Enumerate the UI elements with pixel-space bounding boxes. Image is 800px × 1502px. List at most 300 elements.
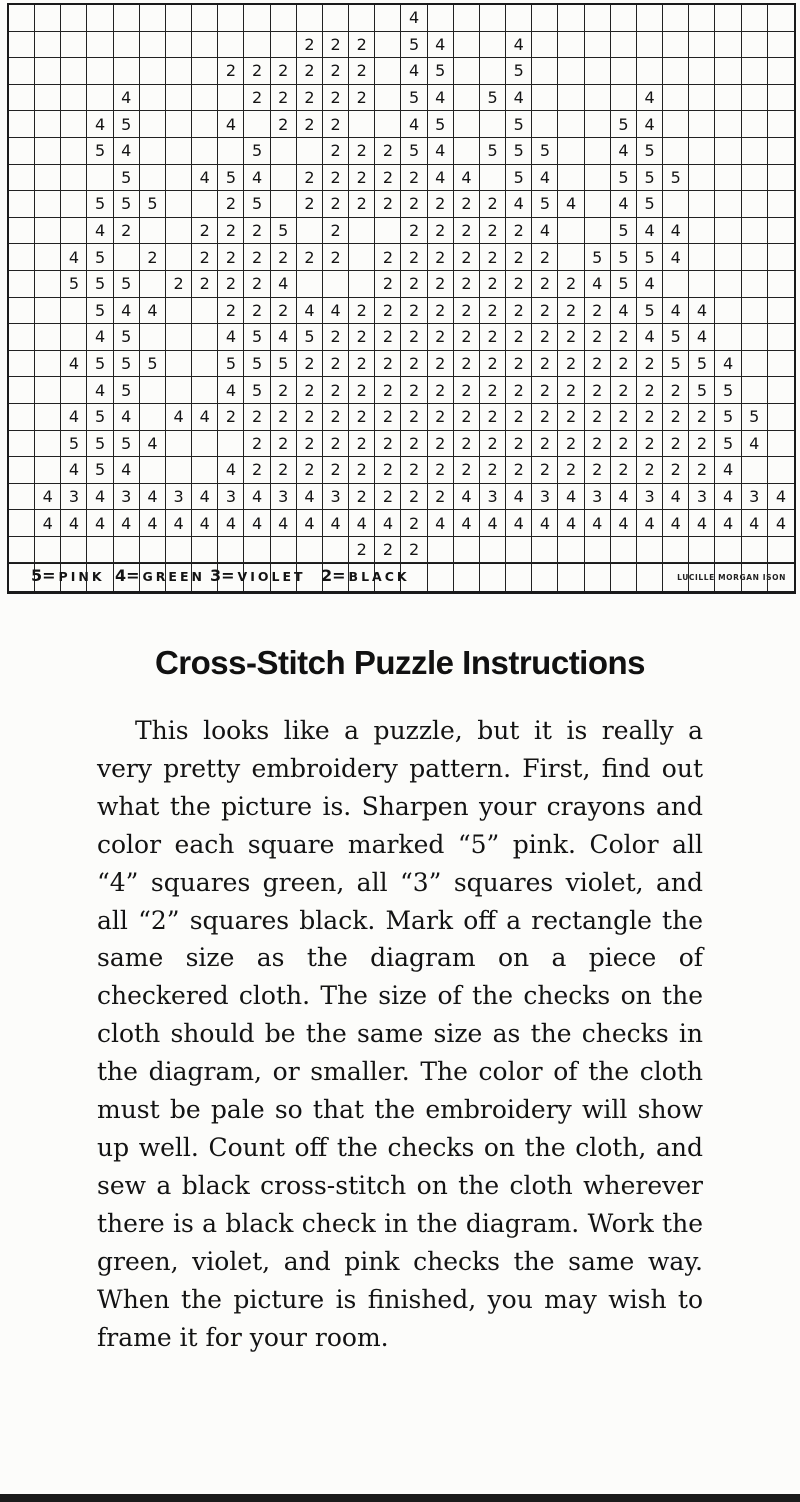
pattern-cell: 2 [401, 377, 427, 404]
pattern-cell: 2 [454, 218, 480, 245]
pattern-cell [454, 138, 480, 165]
pattern-cell: 5 [114, 111, 140, 138]
pattern-cell: 4 [428, 510, 454, 537]
pattern-cell: 4 [218, 324, 244, 351]
pattern-cell: 2 [218, 191, 244, 218]
pattern-cell: 2 [454, 351, 480, 378]
pattern-cell [768, 271, 794, 298]
pattern-cell [585, 165, 611, 192]
pattern-cell: 2 [244, 457, 270, 484]
pattern-cell: 2 [480, 191, 506, 218]
pattern-cell: 5 [244, 324, 270, 351]
pattern-cell: 2 [349, 85, 375, 112]
pattern-cell: 4 [35, 510, 61, 537]
pattern-cell: 4 [61, 510, 87, 537]
pattern-cell: 4 [506, 191, 532, 218]
pattern-cell: 2 [323, 351, 349, 378]
pattern-cell [271, 191, 297, 218]
pattern-cell: 5 [114, 271, 140, 298]
pattern-cell: 4 [87, 111, 113, 138]
pattern-cell [715, 85, 741, 112]
pattern-cell: 2 [454, 298, 480, 325]
pattern-cell [87, 165, 113, 192]
pattern-cell: 4 [480, 510, 506, 537]
pattern-cell [140, 271, 166, 298]
pattern-cell: 2 [611, 377, 637, 404]
pattern-cell [480, 165, 506, 192]
pattern-cell [506, 5, 532, 32]
pattern-cell: 4 [742, 510, 768, 537]
pattern-cell: 4 [244, 510, 270, 537]
pattern-cell [218, 138, 244, 165]
pattern-cell: 2 [428, 404, 454, 431]
legend-grid-cell [689, 563, 715, 591]
pattern-cell [715, 58, 741, 85]
pattern-cell: 2 [297, 244, 323, 271]
pattern-cell: 2 [558, 298, 584, 325]
pattern-cell [166, 324, 192, 351]
pattern-cell [87, 85, 113, 112]
pattern-cell: 2 [454, 457, 480, 484]
pattern-cell: 2 [506, 218, 532, 245]
pattern-cell: 2 [375, 457, 401, 484]
pattern-cell [140, 218, 166, 245]
pattern-cell [663, 32, 689, 59]
pattern-cell: 4 [611, 484, 637, 511]
pattern-cell [218, 32, 244, 59]
pattern-cell: 2 [401, 484, 427, 511]
pattern-cell: 5 [401, 32, 427, 59]
pattern-cell: 5 [480, 85, 506, 112]
pattern-cell [689, 32, 715, 59]
pattern-cell [9, 510, 35, 537]
pattern-cell [637, 5, 663, 32]
pattern-cell [192, 324, 218, 351]
pattern-cell [742, 271, 768, 298]
pattern-cell [244, 5, 270, 32]
pattern-cell [9, 58, 35, 85]
pattern-cell: 4 [140, 431, 166, 458]
pattern-cell: 5 [401, 138, 427, 165]
pattern-cell [140, 404, 166, 431]
pattern-cell: 4 [114, 457, 140, 484]
pattern-cell [87, 5, 113, 32]
pattern-cell: 2 [192, 271, 218, 298]
pattern-cell: 2 [375, 244, 401, 271]
pattern-cell [768, 5, 794, 32]
pattern-cell: 5 [218, 165, 244, 192]
pattern-cell [9, 404, 35, 431]
pattern-cell: 4 [532, 165, 558, 192]
pattern-cell: 2 [689, 404, 715, 431]
pattern-cell: 4 [271, 271, 297, 298]
pattern-cell: 2 [244, 431, 270, 458]
pattern-cell: 2 [428, 271, 454, 298]
pattern-cell [558, 111, 584, 138]
pattern-cell [689, 85, 715, 112]
legend-key: 4= [115, 566, 140, 585]
pattern-cell: 4 [663, 484, 689, 511]
pattern-cell [297, 5, 323, 32]
pattern-cell: 5 [532, 138, 558, 165]
pattern-cell [349, 218, 375, 245]
pattern-cell [768, 351, 794, 378]
pattern-cell [689, 218, 715, 245]
pattern-cell [166, 111, 192, 138]
pattern-cell: 4 [715, 351, 741, 378]
pattern-cell [742, 324, 768, 351]
pattern-cell [742, 32, 768, 59]
pattern-cell [166, 5, 192, 32]
pattern-cell: 5 [61, 271, 87, 298]
pattern-cell [768, 298, 794, 325]
pattern-cell [9, 377, 35, 404]
pattern-cell [715, 271, 741, 298]
pattern-cell [166, 244, 192, 271]
pattern-cell: 2 [401, 165, 427, 192]
pattern-cell: 4 [689, 298, 715, 325]
pattern-cell: 4 [768, 484, 794, 511]
pattern-cell: 4 [401, 111, 427, 138]
pattern-cell: 4 [611, 191, 637, 218]
pattern-cell [61, 138, 87, 165]
pattern-cell: 2 [297, 404, 323, 431]
pattern-cell [61, 32, 87, 59]
page-title: Cross-Stitch Puzzle Instructions [154, 644, 646, 681]
legend-grid-cell [87, 563, 113, 591]
pattern-cell: 4 [532, 510, 558, 537]
pattern-cell: 3 [114, 484, 140, 511]
legend-grid-cell [663, 563, 689, 591]
pattern-cell: 2 [428, 431, 454, 458]
pattern-cell [9, 85, 35, 112]
pattern-cell [140, 537, 166, 564]
pattern-cell [663, 85, 689, 112]
pattern-cell [35, 138, 61, 165]
pattern-cell: 2 [349, 351, 375, 378]
pattern-cell: 5 [218, 351, 244, 378]
pattern-cell: 4 [61, 457, 87, 484]
pattern-cell [689, 165, 715, 192]
cross-stitch-grid [7, 3, 796, 594]
pattern-cell [663, 5, 689, 32]
pattern-cell: 4 [663, 244, 689, 271]
pattern-cell [140, 165, 166, 192]
pattern-cell: 2 [637, 431, 663, 458]
pattern-cell [61, 298, 87, 325]
pattern-cell: 2 [506, 457, 532, 484]
pattern-cell [454, 111, 480, 138]
pattern-cell: 2 [349, 58, 375, 85]
pattern-cell: 2 [585, 377, 611, 404]
legend-grid-cell [506, 563, 532, 591]
pattern-cell: 2 [323, 85, 349, 112]
pattern-cell [35, 244, 61, 271]
pattern-cell: 4 [558, 484, 584, 511]
pattern-cell [768, 191, 794, 218]
pattern-cell: 4 [61, 244, 87, 271]
pattern-cell [140, 457, 166, 484]
pattern-cell: 2 [480, 244, 506, 271]
pattern-cell [558, 58, 584, 85]
pattern-cell [663, 138, 689, 165]
pattern-cell [192, 5, 218, 32]
pattern-cell [611, 5, 637, 32]
pattern-cell: 2 [480, 218, 506, 245]
legend-grid-cell [218, 563, 244, 591]
pattern-cell: 5 [114, 324, 140, 351]
pattern-cell: 2 [271, 404, 297, 431]
pattern-cell [35, 457, 61, 484]
pattern-cell [271, 537, 297, 564]
pattern-cell: 2 [323, 165, 349, 192]
pattern-cell [166, 298, 192, 325]
pattern-cell [349, 5, 375, 32]
pattern-cell [166, 377, 192, 404]
pattern-cell: 5 [637, 191, 663, 218]
pattern-cell [140, 32, 166, 59]
artist-signature: LUCILLE MORGAN ISON [677, 573, 786, 582]
pattern-cell: 2 [454, 404, 480, 431]
pattern-cell: 4 [114, 138, 140, 165]
pattern-cell: 3 [271, 484, 297, 511]
pattern-cell: 2 [349, 324, 375, 351]
pattern-cell: 4 [218, 457, 244, 484]
pattern-cell: 5 [244, 351, 270, 378]
pattern-cell: 3 [689, 484, 715, 511]
pattern-cell [715, 537, 741, 564]
pattern-cell [689, 244, 715, 271]
pattern-cell [297, 218, 323, 245]
pattern-cell [35, 404, 61, 431]
pattern-cell: 5 [611, 111, 637, 138]
pattern-cell: 2 [611, 431, 637, 458]
pattern-cell: 5 [87, 138, 113, 165]
pattern-cell [192, 191, 218, 218]
pattern-cell: 2 [401, 510, 427, 537]
pattern-cell: 2 [480, 351, 506, 378]
pattern-cell [114, 58, 140, 85]
pattern-cell: 5 [506, 111, 532, 138]
pattern-cell: 5 [428, 58, 454, 85]
pattern-cell [9, 271, 35, 298]
pattern-cell [192, 58, 218, 85]
pattern-cell: 4 [87, 377, 113, 404]
pattern-cell [35, 298, 61, 325]
pattern-cell [61, 191, 87, 218]
pattern-cell [663, 537, 689, 564]
pattern-cell [35, 218, 61, 245]
pattern-cell: 2 [244, 298, 270, 325]
pattern-cell: 5 [637, 244, 663, 271]
pattern-cell: 4 [558, 510, 584, 537]
pattern-cell [35, 111, 61, 138]
pattern-cell [637, 537, 663, 564]
pattern-cell: 4 [663, 218, 689, 245]
pattern-cell: 2 [480, 457, 506, 484]
pattern-cell [689, 537, 715, 564]
pattern-cell: 2 [271, 85, 297, 112]
pattern-cell: 2 [558, 457, 584, 484]
pattern-cell: 5 [87, 431, 113, 458]
pattern-cell: 2 [506, 324, 532, 351]
pattern-cell: 5 [87, 404, 113, 431]
pattern-cell [9, 138, 35, 165]
pattern-cell: 4 [742, 431, 768, 458]
pattern-cell [271, 165, 297, 192]
legend-grid-cell [297, 563, 323, 591]
pattern-cell [585, 537, 611, 564]
pattern-cell [297, 537, 323, 564]
pattern-cell: 2 [349, 537, 375, 564]
pattern-cell: 2 [218, 271, 244, 298]
legend-grid-cell [558, 563, 584, 591]
pattern-cell: 2 [558, 271, 584, 298]
pattern-cell: 2 [297, 111, 323, 138]
pattern-cell: 4 [323, 298, 349, 325]
pattern-cell [35, 324, 61, 351]
pattern-cell [61, 165, 87, 192]
pattern-cell [35, 85, 61, 112]
pattern-cell [768, 537, 794, 564]
pattern-cell [715, 138, 741, 165]
pattern-cell [585, 58, 611, 85]
pattern-cell: 2 [585, 404, 611, 431]
pattern-cell [9, 111, 35, 138]
pattern-cell: 5 [87, 457, 113, 484]
pattern-cell: 3 [323, 484, 349, 511]
pattern-cell: 2 [532, 324, 558, 351]
pattern-cell: 2 [375, 377, 401, 404]
pattern-cell [663, 111, 689, 138]
pattern-cell: 2 [297, 431, 323, 458]
pattern-cell: 4 [375, 510, 401, 537]
pattern-cell: 2 [428, 457, 454, 484]
pattern-cell: 2 [244, 218, 270, 245]
pattern-cell: 2 [323, 58, 349, 85]
pattern-cell [480, 58, 506, 85]
pattern-cell: 2 [349, 138, 375, 165]
pattern-cell: 2 [558, 404, 584, 431]
pattern-cell: 4 [87, 484, 113, 511]
pattern-cell [9, 324, 35, 351]
pattern-cell [428, 537, 454, 564]
pattern-cell [663, 58, 689, 85]
pattern-cell: 4 [611, 298, 637, 325]
legend-key: 2= [321, 566, 346, 585]
pattern-cell: 2 [506, 351, 532, 378]
pattern-cell [558, 537, 584, 564]
pattern-cell [715, 191, 741, 218]
pattern-cell: 4 [271, 510, 297, 537]
pattern-cell: 5 [506, 58, 532, 85]
pattern-cell [192, 377, 218, 404]
pattern-cell [375, 218, 401, 245]
pattern-cell: 5 [506, 138, 532, 165]
pattern-cell: 2 [271, 298, 297, 325]
pattern-cell: 4 [114, 510, 140, 537]
pattern-cell: 2 [428, 191, 454, 218]
pattern-cell: 4 [637, 111, 663, 138]
pattern-cell: 4 [218, 510, 244, 537]
pattern-cell: 2 [401, 271, 427, 298]
pattern-cell [9, 351, 35, 378]
pattern-cell: 2 [401, 218, 427, 245]
pattern-cell: 3 [585, 484, 611, 511]
pattern-cell: 2 [558, 324, 584, 351]
pattern-cell: 5 [297, 324, 323, 351]
pattern-cell [192, 111, 218, 138]
pattern-cell: 2 [637, 351, 663, 378]
pattern-cell: 5 [114, 377, 140, 404]
pattern-cell: 3 [637, 484, 663, 511]
pattern-cell: 4 [428, 165, 454, 192]
pattern-cell: 3 [166, 484, 192, 511]
pattern-cell: 2 [428, 484, 454, 511]
pattern-cell [768, 377, 794, 404]
pattern-cell: 5 [140, 191, 166, 218]
pattern-cell: 2 [401, 431, 427, 458]
pattern-cell: 2 [428, 351, 454, 378]
pattern-cell [349, 271, 375, 298]
pattern-cell: 2 [271, 377, 297, 404]
pattern-cell: 2 [218, 58, 244, 85]
pattern-cell: 5 [637, 138, 663, 165]
pattern-cell: 4 [428, 85, 454, 112]
pattern-cell: 4 [244, 165, 270, 192]
pattern-cell: 4 [166, 510, 192, 537]
pattern-cell [87, 32, 113, 59]
pattern-cell [715, 298, 741, 325]
pattern-cell [61, 58, 87, 85]
pattern-cell: 4 [401, 5, 427, 32]
pattern-cell: 2 [375, 404, 401, 431]
pattern-cell [87, 537, 113, 564]
pattern-cell: 2 [218, 244, 244, 271]
legend-grid-cell [637, 563, 663, 591]
legend-grid-cell [428, 563, 454, 591]
pattern-cell: 2 [611, 351, 637, 378]
pattern-cell [689, 58, 715, 85]
pattern-cell: 2 [532, 431, 558, 458]
pattern-cell: 2 [297, 377, 323, 404]
legend-grid-cell [480, 563, 506, 591]
pattern-cell [480, 5, 506, 32]
pattern-cell [768, 431, 794, 458]
legend-grid-cell [532, 563, 558, 591]
pattern-cell: 2 [480, 324, 506, 351]
pattern-cell: 4 [428, 32, 454, 59]
pattern-cell [114, 244, 140, 271]
pattern-cell: 4 [558, 191, 584, 218]
pattern-cell [166, 138, 192, 165]
pattern-cell: 2 [244, 58, 270, 85]
pattern-cell [742, 377, 768, 404]
pattern-cell [768, 404, 794, 431]
pattern-cell [558, 244, 584, 271]
pattern-cell [297, 271, 323, 298]
pattern-cell [61, 324, 87, 351]
pattern-cell [323, 537, 349, 564]
pattern-cell [768, 138, 794, 165]
pattern-cell [585, 111, 611, 138]
pattern-cell [192, 138, 218, 165]
pattern-cell [9, 32, 35, 59]
pattern-cell: 4 [506, 484, 532, 511]
pattern-cell: 4 [244, 484, 270, 511]
pattern-cell: 4 [192, 165, 218, 192]
pattern-cell [585, 138, 611, 165]
